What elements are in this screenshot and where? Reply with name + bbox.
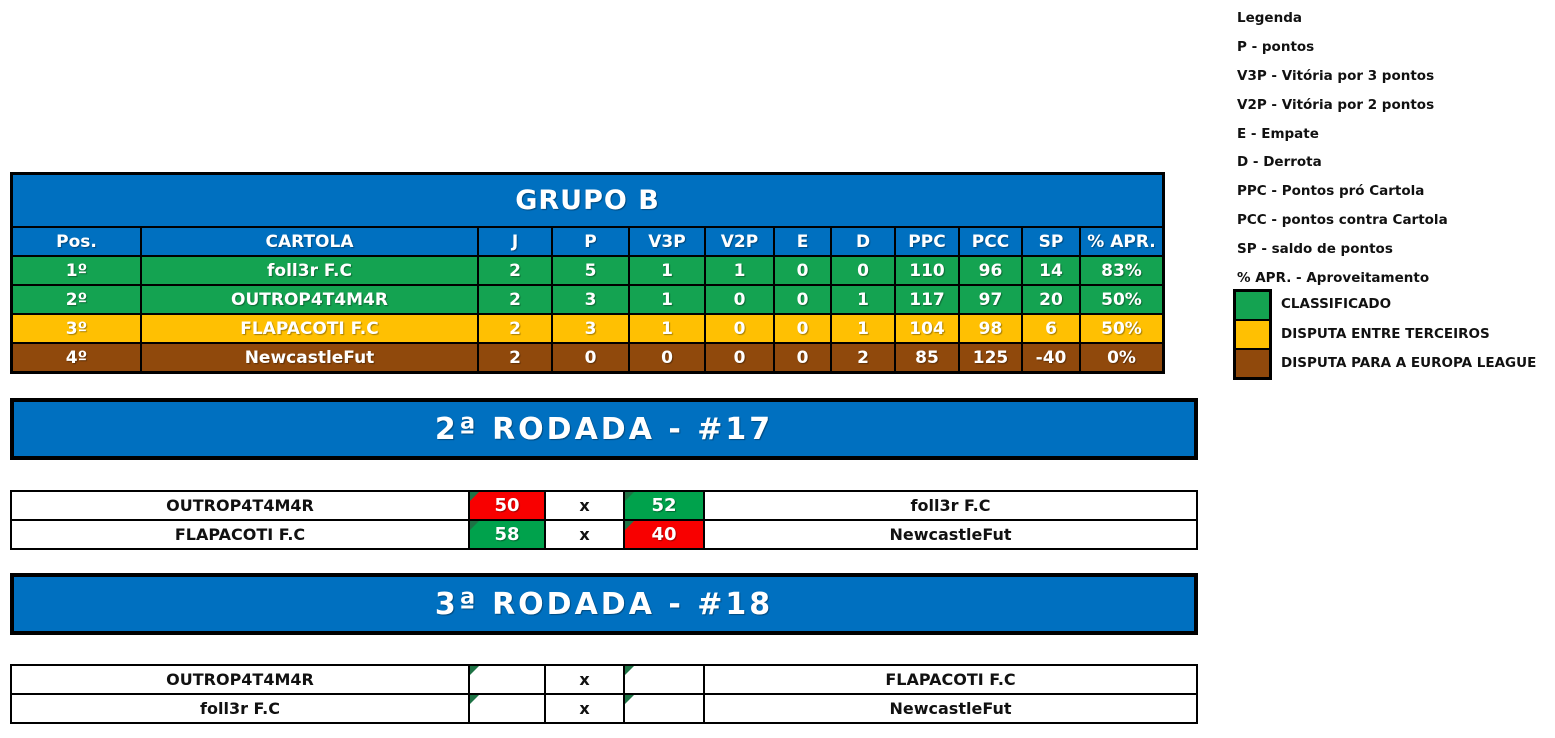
standings-j: 2 [479,257,551,284]
match-away-team: foll3r F.C [705,492,1196,519]
standings-v2p: 1 [706,257,773,284]
standings-v2p: 0 [706,286,773,313]
third-place-swatch [1236,321,1269,348]
europa-league-label: DISPUTA PARA A EUROPA LEAGUE [1281,355,1537,372]
column-header-sp: SP [1023,228,1079,255]
legend [1237,4,1448,292]
match-away-team: NewcastleFut [705,521,1196,548]
round-3-banner [10,573,1198,635]
match-away-score-cell[interactable]: 52 [625,492,703,519]
standings-sp: 6 [1023,315,1079,342]
standings-j: 2 [479,344,551,371]
legend-item-v2p: V2P - Vitória por 2 pontos [1237,96,1435,113]
cell-corner-marker-icon [470,695,479,704]
standings-v2p: 0 [706,315,773,342]
standings-pcc: 125 [960,344,1021,371]
match-separator: x [546,695,623,722]
legend-title: Legenda [1237,10,1302,27]
standings-apr: 83% [1081,257,1162,284]
column-header-v3p: V3P [630,228,704,255]
standings-v2p: 0 [706,344,773,371]
column-header-pcc: PCC [960,228,1021,255]
legend-swatch-labels [1281,289,1536,378]
match-home-score-cell[interactable]: 50 [470,492,544,519]
standings-apr: 50% [1081,315,1162,342]
cell-corner-marker-icon [470,521,479,530]
standings-pos: 1º [13,257,140,284]
standings-sp: 20 [1023,286,1079,313]
legend-swatch-box [1233,289,1272,380]
standings-sp: 14 [1023,257,1079,284]
standings-pcc: 97 [960,286,1021,313]
standings-j: 2 [479,315,551,342]
round-3-title: 3ª RODADA - #18 [434,586,774,622]
match-home-team: OUTROP4T4M4R [12,492,468,519]
column-header-cartola: CARTOLA [142,228,477,255]
cell-corner-marker-icon [470,492,479,501]
legend-item-pcc: PCC - pontos contra Cartola [1237,211,1448,228]
standings-pcc: 98 [960,315,1021,342]
legend-item-e: E - Empate [1237,125,1319,142]
legend-item-p: P - pontos [1237,39,1315,56]
standings-e: 0 [775,286,830,313]
cell-corner-marker-icon [625,695,634,704]
match-home-team: OUTROP4T4M4R [12,666,468,693]
match-home-score-cell[interactable]: 58 [470,521,544,548]
match-away-score-cell[interactable] [625,695,703,722]
round-3-match-table [10,664,1198,724]
standings-ppc: 117 [896,286,958,313]
standings-team: NewcastleFut [142,344,477,371]
standings-sp: -40 [1023,344,1079,371]
standings-team: FLAPACOTI F.C [142,315,477,342]
standings-pos: 2º [13,286,140,313]
match-home-team: foll3r F.C [12,695,468,722]
match-away-score-cell[interactable]: 40 [625,521,703,548]
standings-d: 1 [832,315,894,342]
cell-corner-marker-icon [470,666,479,675]
match-away-score-cell[interactable] [625,666,703,693]
standings-p: 5 [553,257,628,284]
third-place-label: DISPUTA ENTRE TERCEIROS [1281,325,1490,342]
column-header-d: D [832,228,894,255]
group-standings-table [10,172,1165,374]
legend-item-apr: % APR. - Aproveitamento [1237,269,1430,286]
legend-item-v3p: V3P - Vitória por 3 pontos [1237,67,1435,84]
cell-corner-marker-icon [625,666,634,675]
legend-item-sp: SP - saldo de pontos [1237,240,1393,257]
match-separator: x [546,492,623,519]
standings-p: 3 [553,315,628,342]
standings-e: 0 [775,315,830,342]
group-title: GRUPO B [13,175,1162,226]
column-header-ppc: PPC [896,228,958,255]
standings-d: 0 [832,257,894,284]
standings-pos: 4º [13,344,140,371]
cell-corner-marker-icon [625,521,634,530]
standings-p: 0 [553,344,628,371]
classified-label: CLASSIFICADO [1281,295,1392,312]
standings-v3p: 1 [630,315,704,342]
standings-apr: 50% [1081,286,1162,313]
standings-apr: 0% [1081,344,1162,371]
standings-v3p: 1 [630,286,704,313]
column-header-v2p: V2P [706,228,773,255]
legend-item-d: D - Derrota [1237,154,1322,171]
column-header-e: E [775,228,830,255]
standings-pos: 3º [13,315,140,342]
standings-pcc: 96 [960,257,1021,284]
standings-ppc: 85 [896,344,958,371]
standings-v3p: 0 [630,344,704,371]
europa-league-swatch [1236,350,1269,377]
column-header-apr: % APR. [1081,228,1162,255]
round-2-banner [10,398,1198,460]
standings-d: 2 [832,344,894,371]
cell-corner-marker-icon [625,492,634,501]
standings-e: 0 [775,257,830,284]
standings-ppc: 110 [896,257,958,284]
legend-item-ppc: PPC - Pontos pró Cartola [1237,183,1425,200]
round-2-title: 2ª RODADA - #17 [434,411,774,447]
standings-p: 3 [553,286,628,313]
standings-d: 1 [832,286,894,313]
standings-j: 2 [479,286,551,313]
match-separator: x [546,521,623,548]
round-2-match-table [10,490,1198,550]
match-home-team: FLAPACOTI F.C [12,521,468,548]
match-home-score-cell[interactable] [470,666,544,693]
standings-v3p: 1 [630,257,704,284]
match-away-team: NewcastleFut [705,695,1196,722]
standings-ppc: 104 [896,315,958,342]
match-separator: x [546,666,623,693]
column-header-pos: Pos. [13,228,140,255]
standings-e: 0 [775,344,830,371]
standings-team: foll3r F.C [142,257,477,284]
column-header-p: P [553,228,628,255]
column-header-j: J [479,228,551,255]
match-away-team: FLAPACOTI F.C [705,666,1196,693]
standings-team: OUTROP4T4M4R [142,286,477,313]
classified-swatch [1236,292,1269,319]
match-home-score-cell[interactable] [470,695,544,722]
